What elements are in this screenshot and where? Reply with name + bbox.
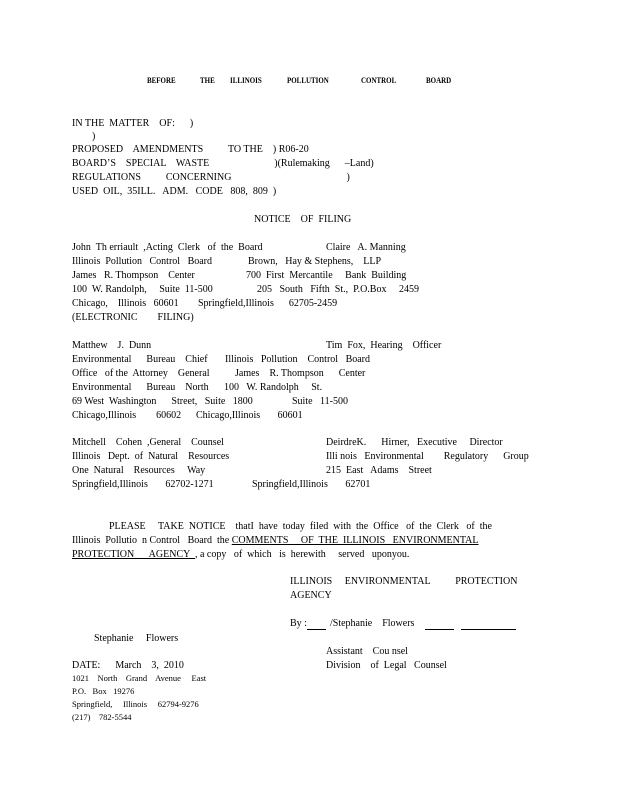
address-line: Springfield,Illinois 62701 xyxy=(252,479,371,490)
address-line: Mitchell Cohen ,General Counsel xyxy=(72,437,224,448)
address-line: Illinois Pollution Control Board xyxy=(72,256,213,267)
address-line: James R. Thompson Center xyxy=(235,368,366,379)
address-line: Chicago,Illinois 60602 xyxy=(72,410,182,421)
address-line: James R. Thompson Center xyxy=(72,270,195,281)
body-line-2 xyxy=(72,534,479,547)
address-line: 700 First Mercantile Bank Building xyxy=(246,270,407,281)
comments-title: COMMENTS OF THE ILLINOIS ENVIRONMENTAL xyxy=(231,535,479,546)
caption-proposed: PROPOSED AMENDMENTS TO THE ) R06-20 xyxy=(72,144,309,155)
signer-title: Assistant Cou nsel xyxy=(326,646,408,657)
signature-org: AGENCY xyxy=(290,590,332,601)
signature-line xyxy=(461,629,516,630)
signature-line xyxy=(307,629,326,630)
footer-address: 1021 North Grand Avenue East xyxy=(72,673,207,683)
caption-matter: IN THE MATTER OF: ) xyxy=(72,118,194,129)
address-line: Chicago,Illinois 60601 xyxy=(196,410,303,421)
header-word: CONTROL xyxy=(361,75,397,85)
signer-division: Division of Legal Counsel xyxy=(326,660,447,671)
caption-paren: ) xyxy=(92,131,96,142)
address-line: 205 South Fifth St., P.O.Box 2459 xyxy=(257,284,419,295)
body-text: Illinois Pollutio n Control Board the xyxy=(72,535,232,546)
address-line: 100 W. Randolph, Suite 11-500 xyxy=(72,284,213,295)
address-line: (ELECTRONIC FILING) xyxy=(72,312,194,323)
footer-address: Springfield, Illinois 62794-9276 xyxy=(72,699,199,709)
address-line: 69 West Washington Street, Suite 1800 xyxy=(72,396,253,407)
caption-boards: BOARD’S SPECIAL WASTE )(Rulemaking –Land) xyxy=(72,158,374,169)
date-line: DATE: March 3, 2010 xyxy=(72,660,184,671)
header-word: ILLINOIS xyxy=(230,75,262,85)
signer-name: Stephanie Flowers xyxy=(94,633,179,644)
notice-title: NOTICE OF FILING xyxy=(254,214,352,225)
address-line: One Natural Resources Way xyxy=(72,465,206,476)
address-line: Tim Fox, Hearing Officer xyxy=(326,340,442,351)
address-line: Illi nois Environmental Regulatory Group xyxy=(326,451,529,462)
body-line-3 xyxy=(72,548,409,561)
address-line: Chicago, Illinois 60601 xyxy=(72,298,179,309)
address-line: Claire A. Manning xyxy=(326,242,406,253)
address-line: Brown, Hay & Stephens, LLP xyxy=(248,256,382,267)
address-line: DeirdreK. Hirner, Executive Director xyxy=(326,437,503,448)
footer-phone: (217) 782-5544 xyxy=(72,712,132,722)
header-word: BEFORE xyxy=(147,75,176,85)
address-line: 100 W. Randolph St. xyxy=(224,382,323,393)
address-line: Matthew J. Dunn xyxy=(72,340,152,351)
caption-used-oil: USED OIL, 35ILL. ADM. CODE 808, 809 ) xyxy=(72,186,277,197)
address-line: Suite 11-500 xyxy=(292,396,349,407)
address-line: Springfield,Illinois 62702-1271 xyxy=(72,479,214,490)
address-line: Springfield,Illinois 62705-2459 xyxy=(198,298,338,309)
address-line: Environmental Bureau North xyxy=(72,382,209,393)
header-word: THE xyxy=(200,75,215,85)
address-line: Illinois Pollution Control Board xyxy=(225,354,371,365)
signature-org: ILLINOIS ENVIRONMENTAL PROTECTION xyxy=(290,576,518,587)
address-line: Environmental Bureau Chief xyxy=(72,354,208,365)
signature-line xyxy=(425,629,454,630)
address-line: Office of the Attorney General xyxy=(72,368,210,379)
caption-regulations: REGULATIONS CONCERNING ) xyxy=(72,172,350,183)
header-word: POLLUTION xyxy=(287,75,329,85)
address-line: 215 East Adams Street xyxy=(326,465,432,476)
by-label: By : xyxy=(290,618,307,629)
address-line: John Th erriault ,Acting Clerk of the Board xyxy=(72,242,263,253)
signature-signed: /Stephanie Flowers xyxy=(330,618,415,629)
footer-address: P.O. Box 19276 xyxy=(72,686,135,696)
body-line-1: PLEASE TAKE NOTICE thatI have today filed with the Office of the Clerk of the xyxy=(109,521,492,532)
address-line: Illinois Dept. of Natural Resources xyxy=(72,451,230,462)
body-text: , a copy of which is herewith served uponyou. xyxy=(194,549,410,560)
comments-title-cont: PROTECTION AGENCY xyxy=(72,549,195,560)
header-word: BOARD xyxy=(426,75,452,85)
